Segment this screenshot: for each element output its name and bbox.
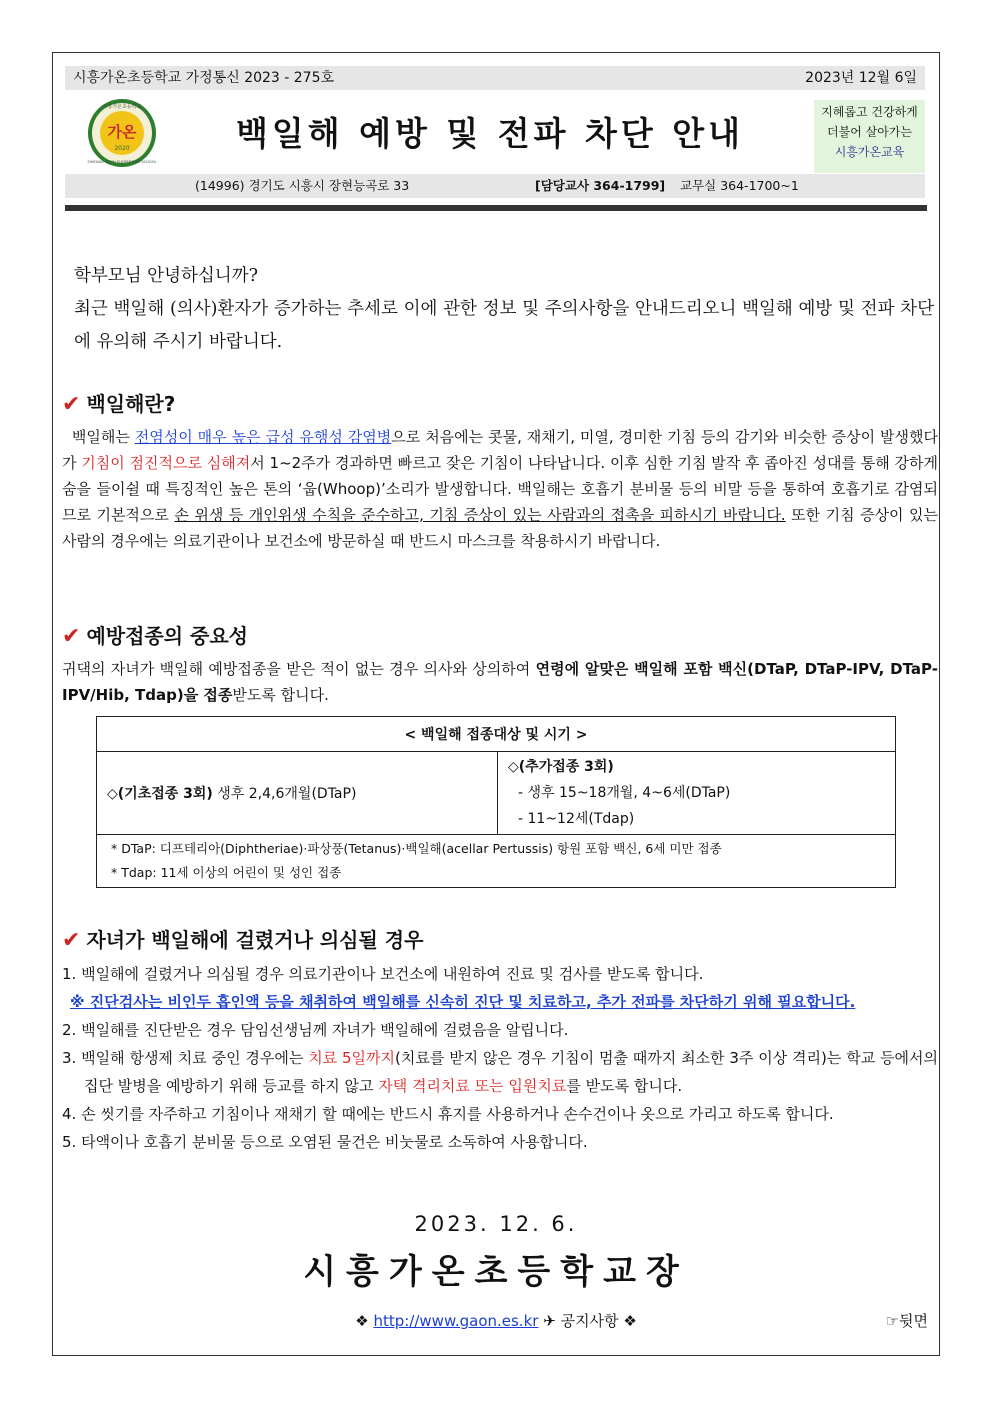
text-underlined: 손 위생 등 개인위생 수칙을 준수하고, 기침 증상이 있는 사람과의 접촉을 피하시기 바랍니다.	[174, 506, 786, 524]
website-link[interactable]: http://www.gaon.es.kr	[373, 1312, 539, 1330]
text-run: 귀댁의 자녀가 백일해 예방접종을 받은 적이 없는 경우 의사와 상의하여	[62, 660, 536, 678]
footer-date: 2023. 12. 6.	[414, 1212, 578, 1236]
booster-item: - 11~12세(Tdap)	[518, 811, 635, 827]
table-note: * DTaP: 디프테리아(Diphtheriae)·파상풍(Tetanus)·백일해(acellar Pertussis) 항원 포함 백신, 6세 미만 접종	[111, 841, 722, 856]
arrow-icon: ✈	[543, 1312, 556, 1330]
school-address: (14996) 경기도 시흥시 장현능곡로 33	[195, 178, 410, 193]
page-title: 백일해 예방 및 전파 차단 안내	[236, 114, 744, 153]
section-paragraph	[62, 656, 938, 708]
greeting	[62, 260, 934, 359]
header-divider	[65, 205, 927, 211]
greeting-line: 학부모님 안녕하십니까?	[74, 266, 258, 286]
booster-item: - 생후 15~18개월, 4~6세(DTaP)	[518, 785, 731, 801]
basic-text: 생후 2,4,6개월(DTaP)	[212, 786, 357, 802]
text-highlight: 기침이 점진적으로 심해져	[81, 454, 251, 472]
school-logo	[82, 97, 162, 169]
principal-signature: 시흥가온초등학교장	[303, 1252, 689, 1292]
basic-label: (기초접종 3회)	[117, 786, 213, 802]
text-run: 서 1~2주가 경과하면 빠르고 잦은 기침이 나타납니다. 이후 심한 기침 발작 후 좁아진 성대를 통해 강하게 숨을 들이쉴 때 특징적인 높은 톤의 ‘웁(Whoop)’소리가 발생합니다. 백일해는 호흡기 분비물 등의 비말 등을 통하여 호흡기로 감염되므로 기본적으로	[62, 454, 938, 524]
newsletter-number: 시흥가온초등학교 가정통신 2023 - 275호	[73, 70, 335, 86]
notice-link[interactable]: 공지사항	[560, 1312, 619, 1330]
back-page-label: ☞뒷면	[885, 1312, 928, 1330]
text-run: (치료를 받지 않은 경우 기침이 멈출 때까지 최소한 3주 이상 격리)는 학교 등에서의 집단 발병을 예방하기 위해 등교를 하지 않고	[84, 1049, 938, 1095]
table-caption: < 백일해 접종대상 및 시기 >	[97, 717, 896, 752]
vaccination-table	[96, 716, 896, 888]
logo-ring-top: 시흥가온초등학교	[102, 104, 142, 110]
list-item: 2. 백일해를 진단받은 경우 담임선생님께 자녀가 백일해에 걸렸음을 알립니다.	[62, 1021, 569, 1039]
text-run: 받도록 합니다.	[232, 686, 329, 704]
text-run: 3. 백일해 항생제 치료 중인 경우에는	[62, 1049, 309, 1067]
basic-dose-cell	[97, 752, 498, 835]
text-run: 으로 처음에는 콧물, 재채기, 미열, 경미한 기침 등의 감기와 비슷한 증상이 발생했다가	[62, 428, 938, 472]
greeting-body: 최근 백일해 (의사)환자가 증가하는 추세로 이에 관한 정보 및 주의사항을 안내드리오니 백일해 예방 및 전파 차단에 유의해 주시기 바랍니다.	[74, 299, 934, 352]
table-note: * Tdap: 11세 이상의 어린이 및 성인 접종	[111, 865, 342, 880]
slogan-line: 더불어 살아가는	[827, 125, 912, 139]
text-run: 를 받도록 합니다.	[566, 1077, 683, 1095]
section-heading	[62, 924, 423, 953]
guideline-list	[62, 960, 938, 1156]
section-paragraph	[62, 424, 938, 554]
logo-ring-bottom: SIHEUNG GAON ELEMENTARY SCHOOL	[87, 160, 157, 164]
slogan-box	[814, 100, 925, 173]
list-item: 1. 백일해에 걸렸거나 의심될 경우 의료기관이나 보건소에 내원하여 진료 및 검사를 받도록 합니다.	[62, 965, 704, 983]
section-heading	[62, 620, 248, 649]
logo-text: 가온	[107, 123, 137, 141]
slogan-line: 시흥가온교육	[834, 145, 905, 159]
booster-dose-cell	[498, 752, 896, 835]
section-title: 예방접종의 중요성	[86, 624, 248, 648]
issue-date: 2023년 12월 6일	[805, 70, 917, 86]
text-run: 또한 기침 증상이 있는 사람의 경우에는 의료기관이나 보건소에 방문하실 때 반드시 마스크를 착용하시기 바랍니다.	[62, 506, 938, 550]
address-bar	[65, 174, 925, 198]
section-title: 백일해란?	[86, 392, 176, 416]
table-notes	[97, 835, 896, 888]
list-item: 4. 손 씻기를 자주하고 기침이나 재채기 할 때에는 반드시 휴지를 사용하거나 손수건이나 옷으로 가리고 하도록 합니다.	[62, 1105, 834, 1123]
check-icon: ✔	[62, 624, 81, 649]
diamond-icon: ◇	[107, 786, 118, 802]
section-heading	[62, 388, 175, 417]
office-contact: 교무실 364-1700~1	[680, 178, 799, 193]
text-run: 백일해는	[71, 428, 135, 446]
section-title: 자녀가 백일해에 걸렸거나 의심될 경우	[86, 928, 424, 952]
text-bold: 연령에 알맞은 백일해 포함 백신(DTaP, DTaP-IPV, DTaP-IPV/Hib, Tdap)을 접종	[62, 660, 938, 704]
slogan-line: 지혜롭고 건강하게	[821, 105, 918, 119]
logo-year: 2020	[114, 145, 130, 152]
bullet-icon: ❖	[623, 1312, 637, 1330]
list-item: 5. 타액이나 호흡기 분비물 등으로 오염된 물건은 비눗물로 소독하여 사용합니다.	[62, 1133, 588, 1151]
list-note: ※ 진단검사는 비인두 흡인액 등을 채취하여 백일해를 신속히 진단 및 치료하고, 추가 전파를 차단하기 위해 필요합니다.	[70, 993, 856, 1011]
footer-link-row	[0, 1310, 992, 1331]
text-highlight: 자택 격리치료 또는 입원치료	[378, 1077, 567, 1095]
bullet-icon: ❖	[355, 1312, 369, 1330]
booster-label: ◇(추가접종 3회)	[508, 759, 614, 775]
list-item	[62, 1044, 938, 1100]
check-icon: ✔	[62, 928, 81, 953]
teacher-contact: [담당교사 364-1799]	[535, 178, 666, 193]
text-highlight: 치료 5일까지	[308, 1049, 396, 1067]
header-bar	[65, 66, 925, 90]
text-highlight: 전염성이 매우 높은 급성 유행성 감염병	[134, 428, 392, 446]
check-icon: ✔	[62, 392, 81, 417]
